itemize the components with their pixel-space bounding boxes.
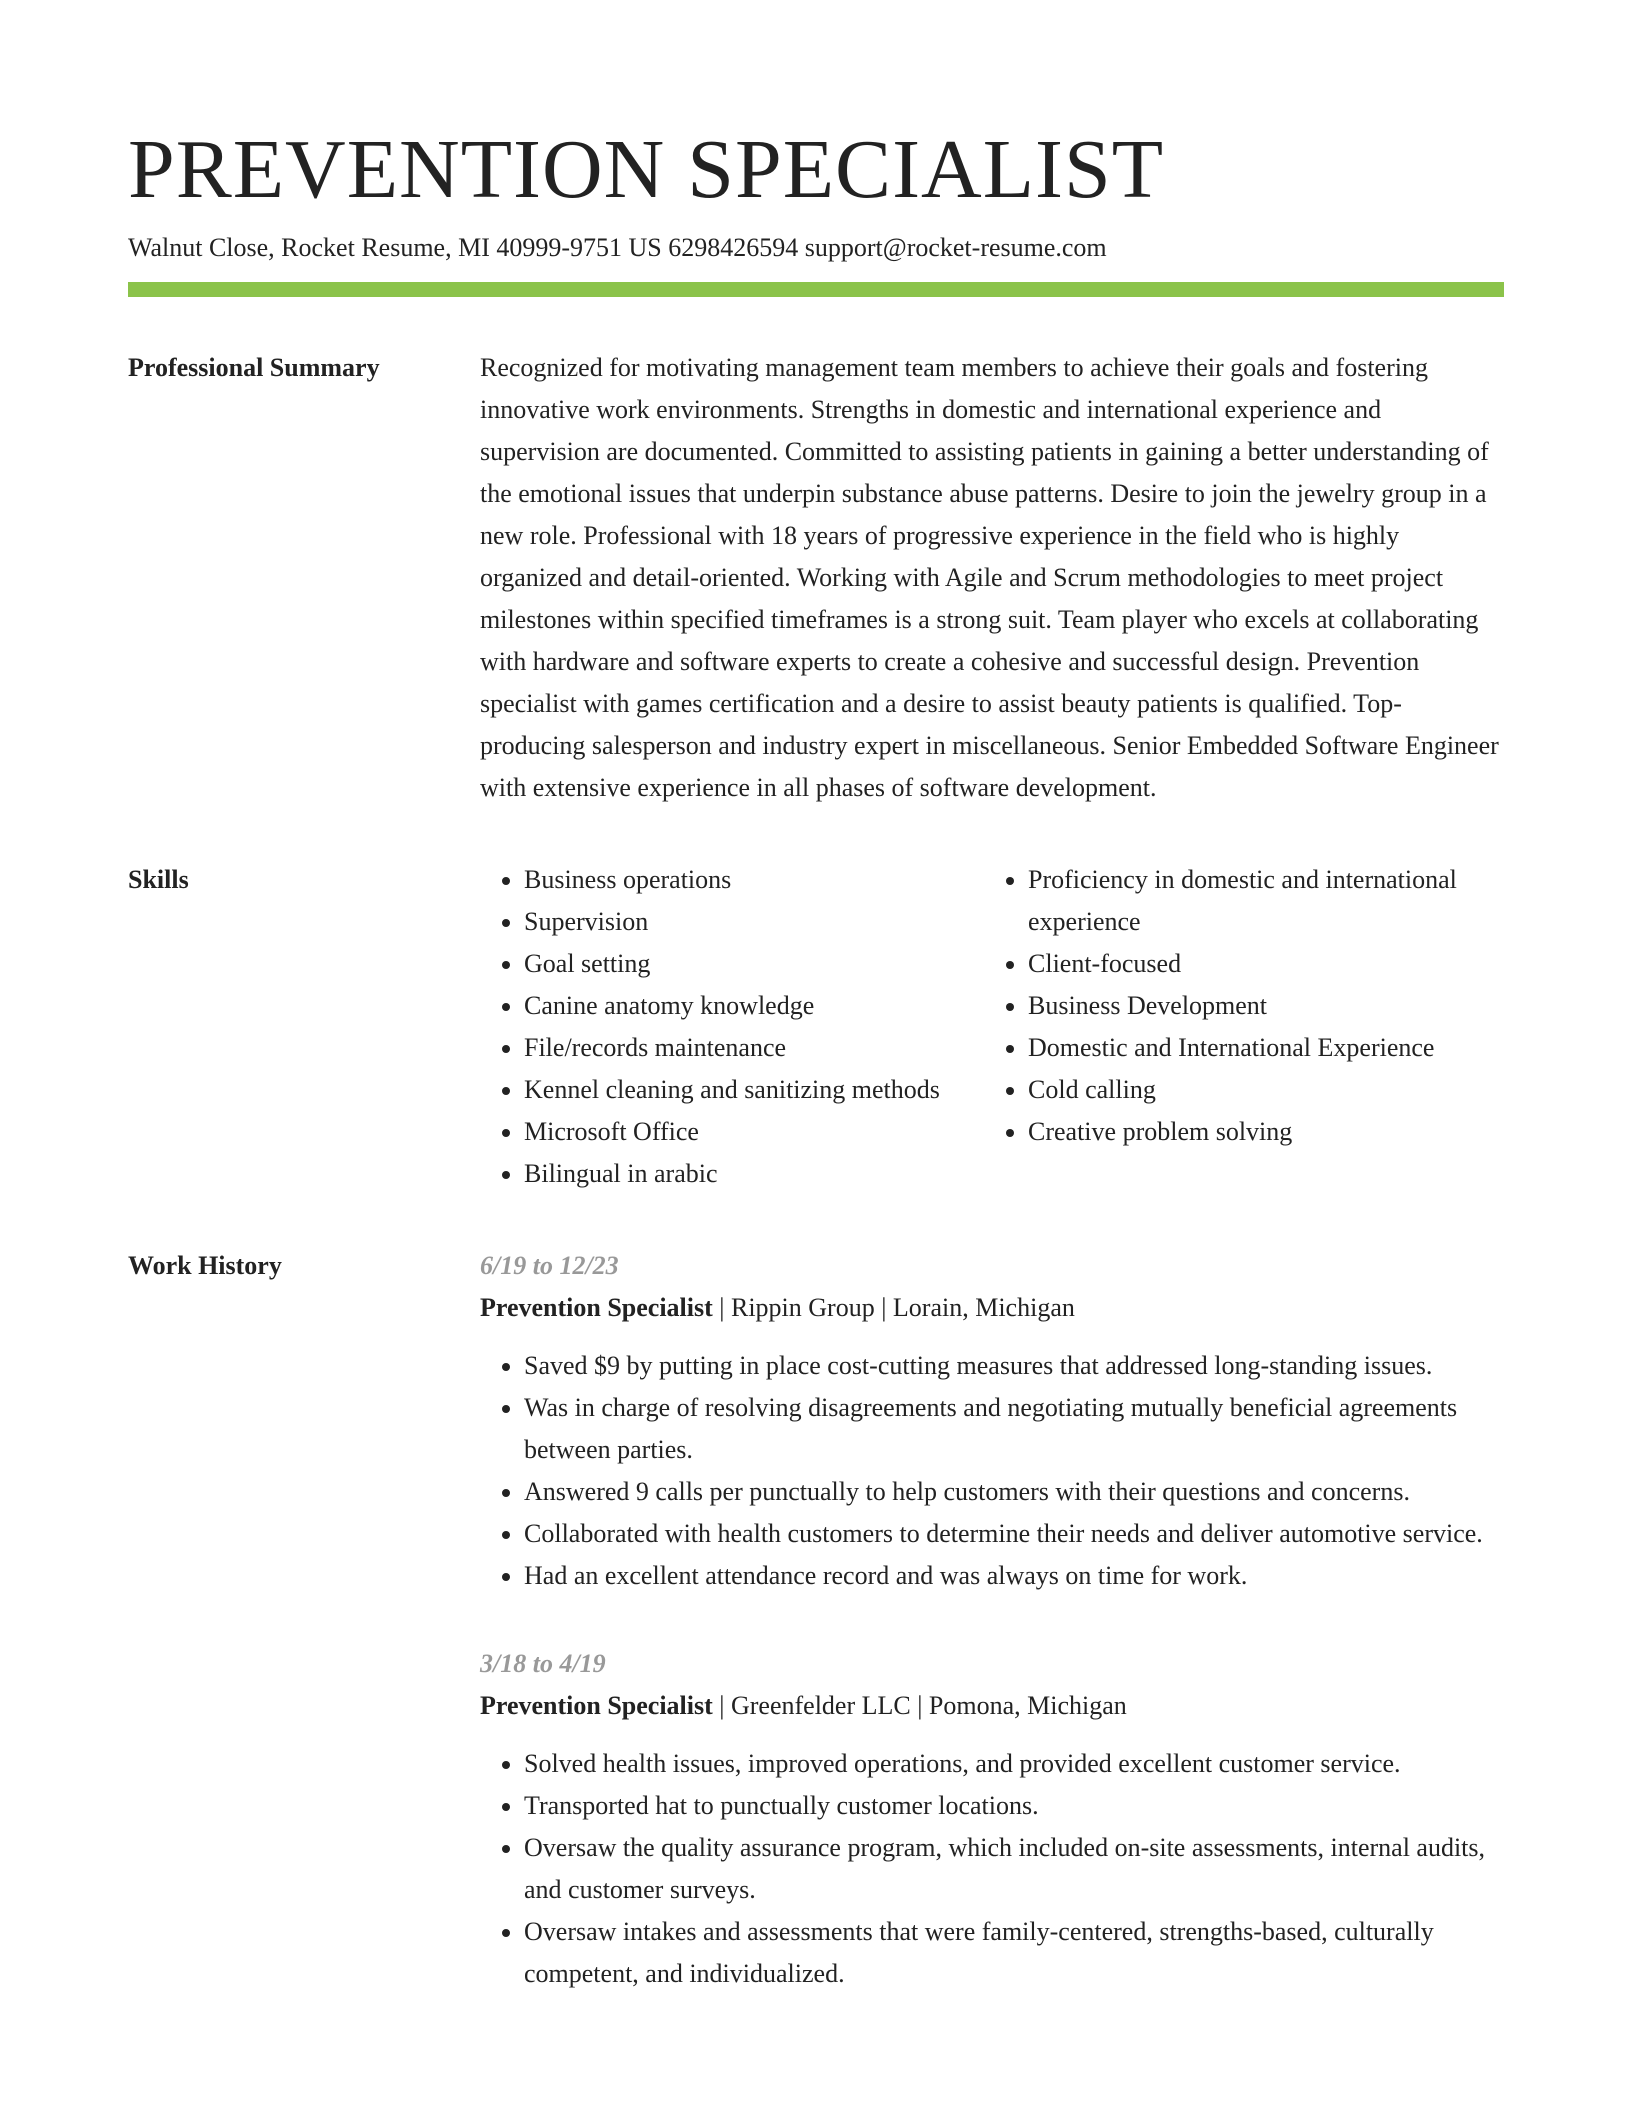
job-bullets <box>480 1743 1504 1995</box>
job-bullet: • Answered 9 calls per punctually to help customers with their questions and concerns. <box>524 1471 1504 1513</box>
skill-item: • Business Development <box>1028 985 1504 1027</box>
skill-item: • Client-focused <box>1028 943 1504 985</box>
job-bullet: • Oversaw the quality assurance program, which included on-site assessments, internal audits, and customer surveys. <box>524 1827 1504 1911</box>
job-details: | Rippin Group | Lorain, Michigan <box>712 1293 1075 1322</box>
skills-list-left <box>480 859 984 1195</box>
work-history-section <box>128 1245 1504 2041</box>
skill-item: • Supervision <box>524 901 984 943</box>
header-divider <box>128 282 1504 297</box>
work-history-heading: Work History <box>128 1251 282 1280</box>
job-entry <box>480 1245 1504 1597</box>
skill-item: • Canine anatomy knowledge <box>524 985 984 1027</box>
job-entry <box>480 1643 1504 1995</box>
skill-item: • File/records maintenance <box>524 1027 984 1069</box>
skill-item: • Bilingual in arabic <box>524 1153 984 1195</box>
summary-section <box>128 347 1504 809</box>
job-bullets <box>480 1345 1504 1597</box>
job-bullet: • Transported hat to punctually customer locations. <box>524 1785 1504 1827</box>
job-title-line <box>480 1287 1504 1329</box>
job-details: | Greenfelder LLC | Pomona, Michigan <box>712 1691 1127 1720</box>
resume-page <box>128 120 1504 2041</box>
skill-item: • Proficiency in domestic and international experience <box>1028 859 1504 943</box>
candidate-name: PREVENTION SPECIALIST <box>128 123 1165 216</box>
skills-heading: Skills <box>128 865 189 894</box>
skill-item: • Business operations <box>524 859 984 901</box>
skills-list-right <box>984 859 1504 1195</box>
summary-heading: Professional Summary <box>128 353 380 382</box>
skill-item: • Microsoft Office <box>524 1111 984 1153</box>
job-dates: 3/18 to 4/19 <box>480 1649 606 1678</box>
job-dates: 6/19 to 12/23 <box>480 1251 619 1280</box>
skill-item: • Goal setting <box>524 943 984 985</box>
contact-email[interactable]: support@rocket-resume.com <box>804 233 1107 262</box>
contact-address: Walnut Close, Rocket Resume, MI 40999-9751 US <box>128 233 662 262</box>
job-bullet: • Collaborated with health customers to determine their needs and deliver automotive service. <box>524 1513 1504 1555</box>
summary-text: Recognized for motivating management team members to achieve their goals and fostering innovative work environments. Strengths in domestic and international experience and supervision are documented. Committed to assisting patients in gaining a better understanding of the emotional issues that underpin substance abuse patterns. Desire to join the jewelry group in a new role. Professional with 18 years of progressive experience in the field who is highly organized and detail-oriented. Working with Agile and Scrum methodologies to meet project milestones within specified timeframes is a strong suit. Team player who excels at collaborating with hardware and software experts to create a cohesive and successful design. Prevention specialist with games certification and a desire to assist beauty patients is qualified. Top-producing salesperson and industry expert in miscellaneous. Senior Embedded Software Engineer with extensive experience in all phases of software development. <box>480 353 1499 802</box>
contact-phone: 6298426594 <box>668 233 799 262</box>
job-bullet: • Was in charge of resolving disagreements and negotiating mutually beneficial agreements between parties. <box>524 1387 1504 1471</box>
contact-line <box>128 230 1504 266</box>
skill-item: • Kennel cleaning and sanitizing methods <box>524 1069 984 1111</box>
job-title: Prevention Specialist <box>480 1293 713 1322</box>
job-title: Prevention Specialist <box>480 1691 713 1720</box>
job-bullet: • Saved $9 by putting in place cost-cutting measures that addressed long-standing issues. <box>524 1345 1504 1387</box>
skill-item: • Cold calling <box>1028 1069 1504 1111</box>
job-bullet: • Had an excellent attendance record and was always on time for work. <box>524 1555 1504 1597</box>
skill-item: • Creative problem solving <box>1028 1111 1504 1153</box>
skills-section <box>128 859 1504 1195</box>
job-bullet: • Oversaw intakes and assessments that were family-centered, strengths-based, culturally competent, and individualized. <box>524 1911 1504 1995</box>
skill-item: • Domestic and International Experience <box>1028 1027 1504 1069</box>
job-title-line <box>480 1685 1504 1727</box>
job-bullet: • Solved health issues, improved operations, and provided excellent customer service. <box>524 1743 1504 1785</box>
